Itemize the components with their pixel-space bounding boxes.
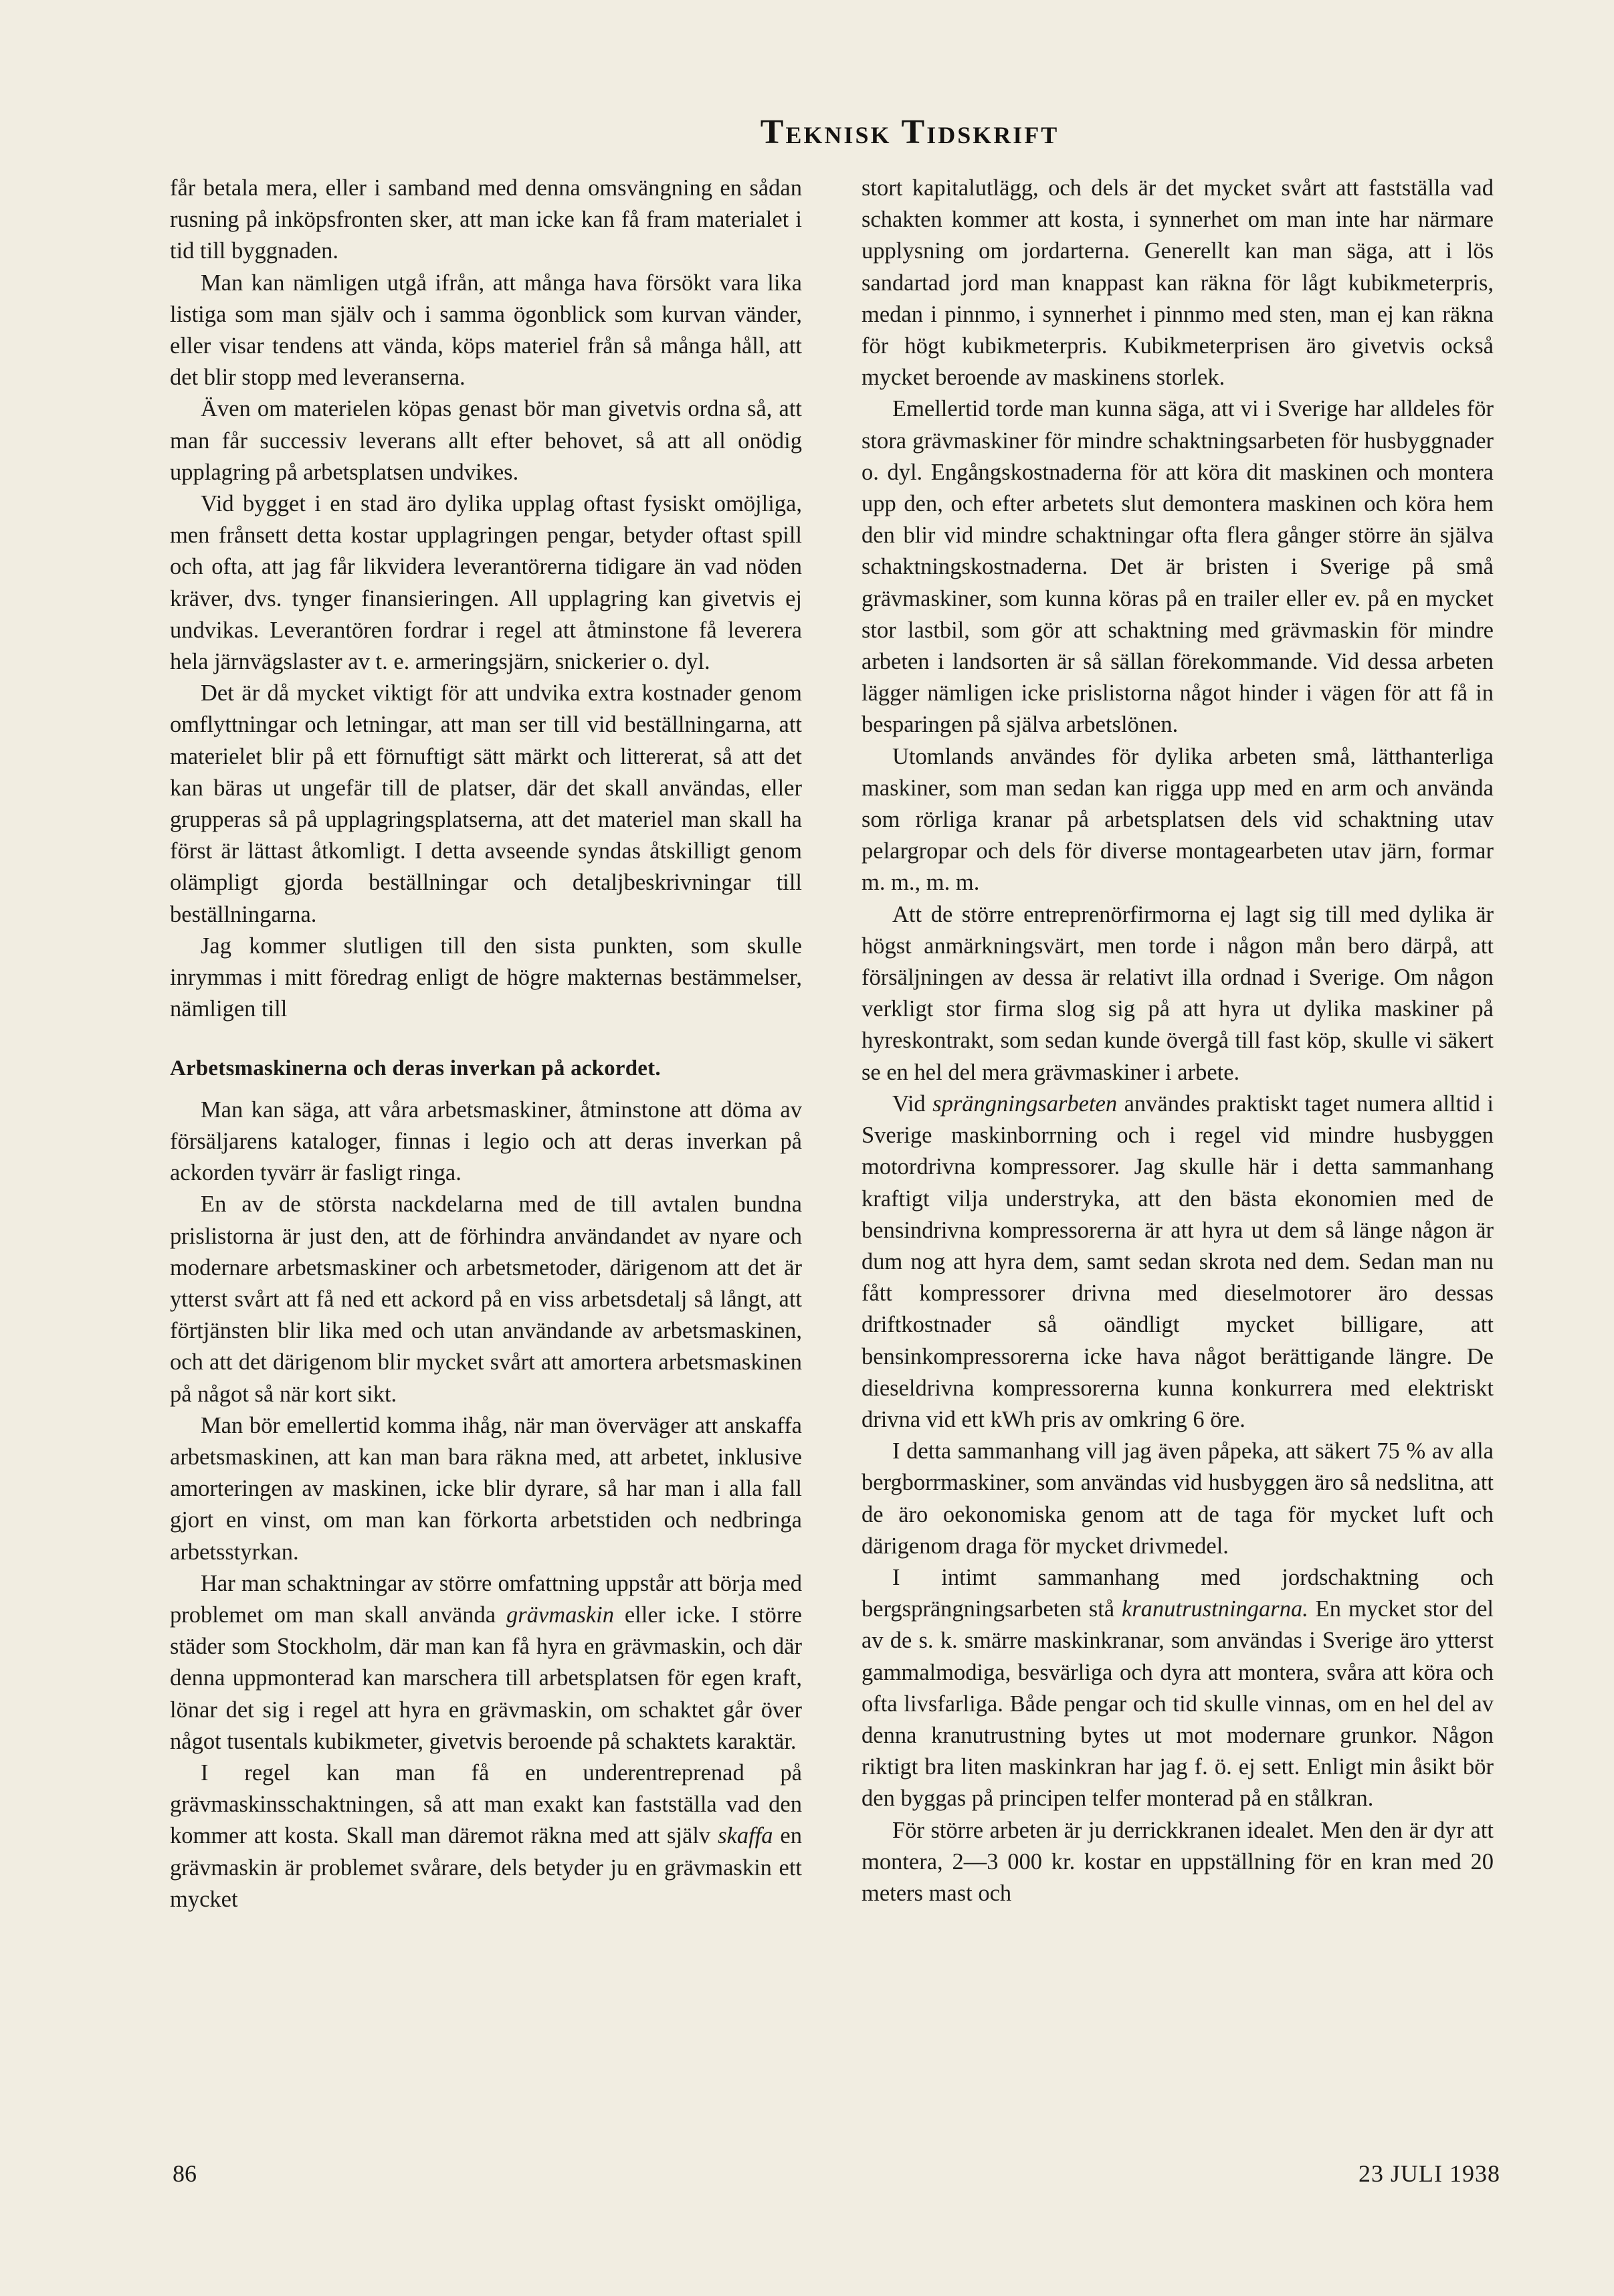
left-column [170, 173, 802, 1915]
paragraph: En av de största nackdelarna med de till avtalen bundna prislistorna är just den, att de förhindra användandet av nyare och modernare arbetsmaskiner och arbetsmetoder, därigenom att det är ytterst svårt att få ned ett ackord på en viss arbetsdetalj så långt, att förtjänsten blir lika med och utan användande av arbetsmaskinen, och att det därigenom blir mycket svårt att amortera arbetsmaskinen på något så när kort sikt. [170, 1191, 802, 1407]
text-run: Har man schaktningar av större omfattning uppstår att börja med problemet om man skall använda [170, 1570, 802, 1628]
text-run: användes praktiskt taget numera alltid i Sverige maskinborrning och i regel vid mindre husbyggen motordrivna kompressorer. Jag skulle här i detta sammanhang kraftigt vilja understryka, att den bästa ekonomien med de bensindrivna kompressorerna är att hyra ut dem så länge någon är dum nog att hyra dem, samt sedan skrota ned dem. Sedan man nu fått kompressorer drivna med dieselmotorer äro dessas driftkostnader så oändligt mycket billigare, att bensinkompressorerna icke hava något berättigande längre. De dieseldrivna kompressorerna kunna konkurrera med elektriskt drivna vid ett kWh pris av omkring 6 öre. [862, 1090, 1494, 1432]
emphasis: kranutrustningarna. [1121, 1596, 1308, 1622]
paragraph: Vid bygget i en stad äro dylika upplag oftast fysiskt omöjliga, men frånsett detta kostar upplagringen pengar, betyder oftast spill och ofta, att jag får likvidera leverantörerna tidigare än vad nöden kräver, dvs. tynger finansieringen. All upplagring kan givetvis ej undvikas. Leverantören fordrar i regel att åtminstone få leverera hela järnvägslaster av t. e. armeringsjärn, snickerier o. dyl. [170, 491, 802, 675]
paragraph: Man kan nämligen utgå ifrån, att många hava försökt vara lika listiga som man själv och i samma ögonblick som kurvan vänder, eller visar tendens att vända, köps materiel från så många håll, att det blir stopp med leveranserna. [170, 270, 802, 391]
text-run: I intimt sammanhang med jordschaktning och bergsprängningsarbeten stå [862, 1564, 1494, 1622]
page-number: 86 [173, 2160, 197, 2187]
paragraph: Utomlands användes för dylika arbeten små, lätthanterliga maskiner, som man sedan kan rigga upp med en arm och använda som rörliga kranar på arbetsplatsen dels vid schaktning utav pelargropar och dels för diverse montagearbeten utav järn, formar m. m., m. m. [862, 743, 1494, 896]
paragraph [862, 1562, 1494, 1815]
text-run: en grävmaskin är problemet svårare, dels betyder ju en grävmaskin ett mycket [170, 1823, 802, 1912]
issue-date: 23 JULI 1938 [1358, 2160, 1500, 2187]
paragraph: får betala mera, eller i samband med denna omsvängning en sådan rusning på inköpsfronten sker, att man icke kan få fram materialet i tid till byggnaden. [170, 175, 802, 264]
text-run: eller icke. I större städer som Stockholm, där man kan få hyra en grävmaskin, och där denna uppmonterad kan marschera till arbetsplatsen för egen kraft, lönar det sig i regel att hyra en grävmaskin, om schaktet går över något tusentals kubikmeter, givetvis beroende på schaktets karaktär. [170, 1602, 802, 1754]
right-column [862, 173, 1494, 1909]
emphasis: grävmaskin [506, 1602, 614, 1628]
paragraph: Det är då mycket viktigt för att undvika extra kostnader genom omflyttningar och letningar, att man ser till vid beställningarna, att materielet blir på ett förnuftigt sätt märkt och littererat, så att det kan bäras ut ungefär till de platser, där det skall användas, eller grupperas så på upplagringsplatserna, att det materiel man skall ha först är lättast åtkomligt. I detta avseende syndas åtskilligt genom olämpligt gjorda beställningar och detaljbeskrivningar till beställningarna. [170, 680, 802, 927]
paragraph: Man bör emellertid komma ihåg, när man överväger att anskaffa arbetsmaskinen, att kan man bara räkna med, att arbetet, inklusive amorteringen av maskinen, icke blir dyrare, så har man i alla fall gjort en vinst, om man kan förkorta arbetstiden och nedbringa arbetsstyrkan. [170, 1412, 802, 1565]
paragraph: Att de större entreprenörfirmorna ej lagt sig till med dylika är högst anmärkningsvärt, men torde i någon mån bero därpå, att försäljningen av dessa är relativt illa ordnad i Sverige. Om någon verkligt stor firma slog sig på att hyra ut dylika maskiner på hyreskontrakt, som sedan kunde övergå till fast köp, skulle vi säkert se en hel del mera grävmaskiner i arbete. [862, 901, 1494, 1085]
paragraph [170, 1757, 802, 1915]
paragraph: Man kan säga, att våra arbetsmaskiner, åtminstone att döma av försäljarens kataloger, finnas i legio och att deras inverkan på ackorden tyvärr är fasligt ringa. [170, 1096, 802, 1186]
paragraph: I detta sammanhang vill jag även påpeka, att säkert 75 % av alla bergborrmaskiner, som användas vid husbyggen äro så nedslitna, att de äro oekonomiska genom att de taga för mycket luft och därigenom draga för mycket drivmedel. [862, 1438, 1494, 1559]
emphasis: skaffa [718, 1823, 773, 1849]
paragraph: Emellertid torde man kunna säga, att vi i Sverige har alldeles för stora grävmaskiner för mindre schaktningsarbeten för husbyggnader o. dyl. Engångskostnaderna för att köra dit maskinen och montera upp den, och efter arbetets slut demontera maskinen och köra hem den blir vid mindre schaktningar ofta flera gånger större än själva schaktningskostnaderna. Det är bristen i Sverige på små grävmaskiner, som kunna köras på en trailer eller ev. på en mycket stor lastbil, som gör att schaktning med grävmaskin för mindre arbeten i landsorten är så sällan förekommande. Vid dessa arbeten lägger nämligen icke prislistorna något hinder i vägen för att få in besparingen på själva arbetslönen. [862, 396, 1494, 738]
paragraph: Även om materielen köpas genast bör man givetvis ordna så, att man får successiv leverans allt efter behovet, så att all onödig upplagring på arbetsplatsen undvikes. [170, 396, 802, 485]
section-heading: Arbetsmaskinerna och deras inverkan på ackordet. [170, 1056, 661, 1081]
text-run: Vid [892, 1090, 933, 1117]
paragraph: stort kapitalutlägg, och dels är det mycket svårt att fastställa vad schakten kommer att kosta, i synnerhet om man inte har närmare upplysning om jordarterna. Generellt kan man säga, att i lös sandartad jord man knappast kan räkna för lågt kubikmeterpris, medan i pinnmo, i synnerhet i pinnmo med sten, man ej kan räkna för högt kubikmeterpris. Kubikmeterprisen äro givetvis också mycket beroende av maskinens storlek. [862, 175, 1494, 391]
text-run: En mycket stor del av de s. k. smärre maskinkranar, som användas i Sverige äro ytterst gammalmodiga, besvärliga och dyra att montera, svåra att köra och ofta livsfarliga. Både pengar och tid skulle vinnas, om en hel del av denna kranutrustning bytes ut mot modernare grunkor. Någon riktigt bra liten maskinkran har jag f. ö. ej sett. Enligt min åsikt bör den byggas på principen telfer monterad på en stålkran. [862, 1596, 1494, 1812]
paragraph: Jag kommer slutligen till den sista punkten, som skulle inrymmas i mitt föredrag enligt de högre makternas bestämmelser, nämligen till [170, 933, 802, 1022]
paragraph: För större arbeten är ju derrickkranen idealet. Men den är dyr att montera, 2—3 000 kr. kostar en uppställning för en kran med 20 meters mast och [862, 1817, 1494, 1906]
paragraph [170, 1568, 802, 1757]
text-run: I regel kan man få en underentreprenad på grävmaskinsschaktningen, så att man exakt kan fastställa vad den kommer att kosta. Skall man däremot räkna med att själv [170, 1759, 802, 1849]
journal-masthead: Teknisk Tidskrift [760, 113, 1060, 151]
paragraph [862, 1088, 1494, 1436]
emphasis: sprängningsarbeten [932, 1090, 1118, 1117]
